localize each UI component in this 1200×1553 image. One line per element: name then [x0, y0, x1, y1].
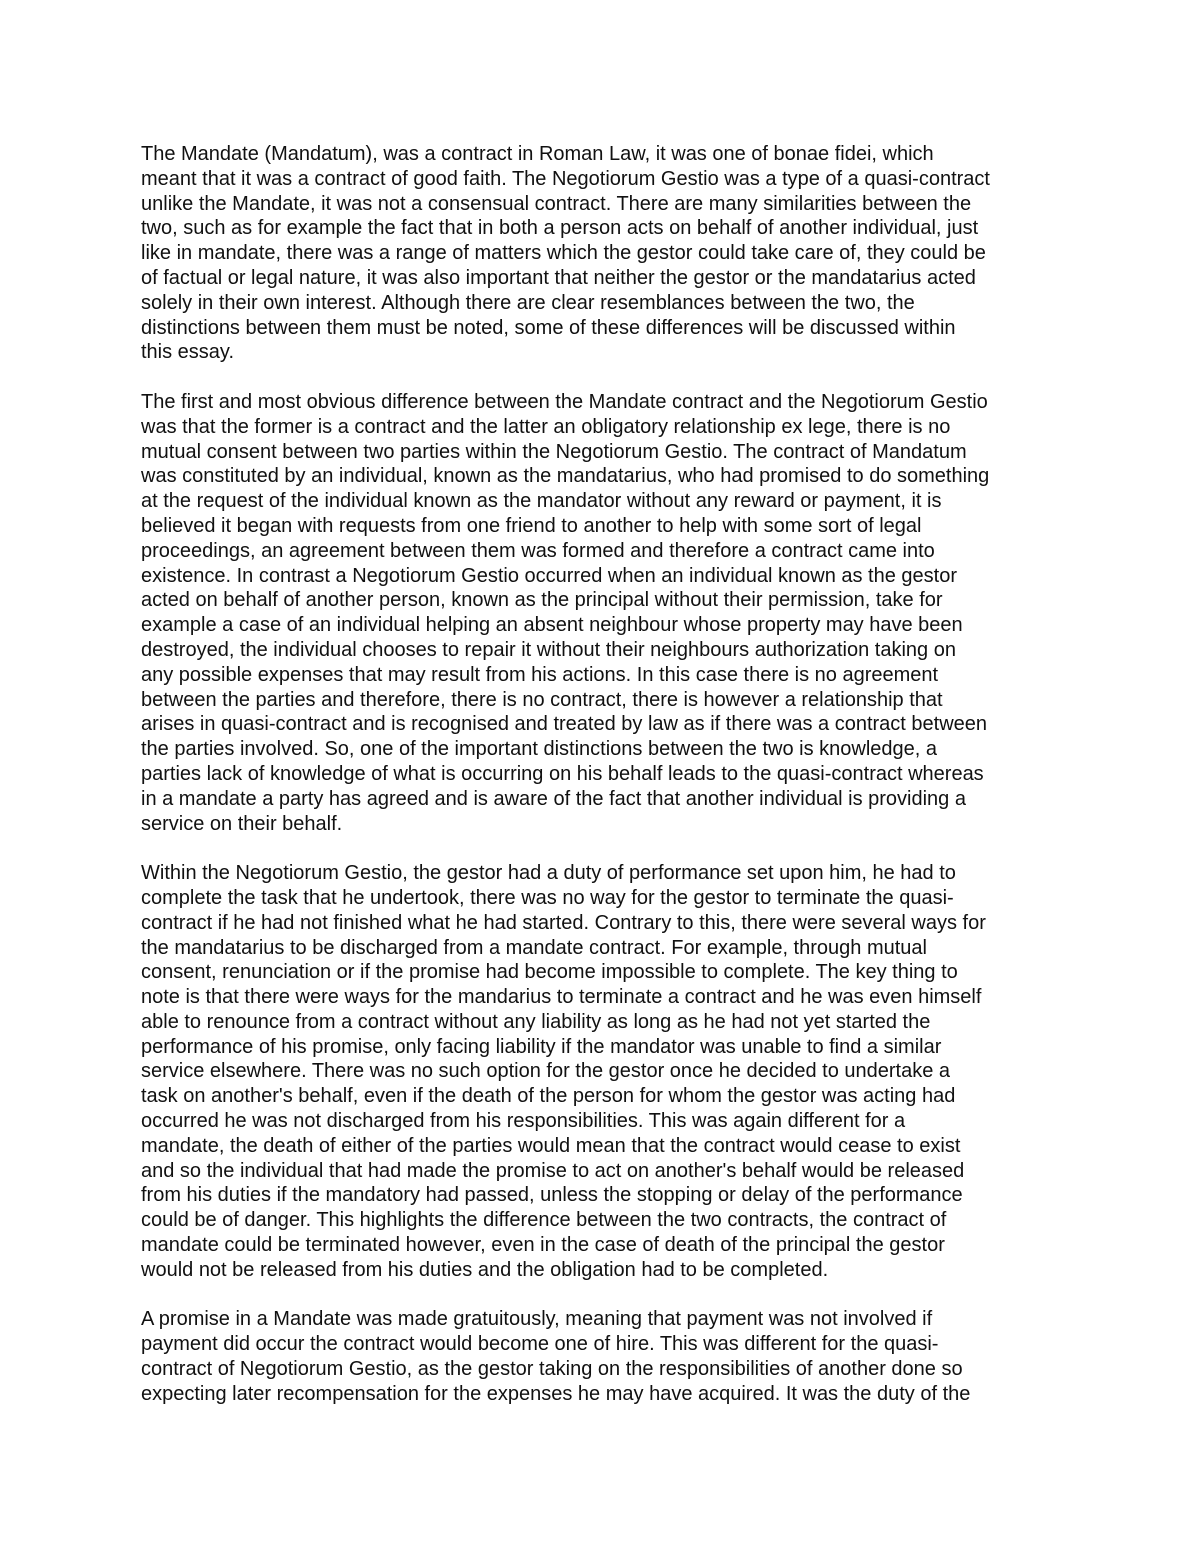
text-line: distinctions between them must be noted, some of these differences will be discussed within [141, 316, 956, 339]
text-line: between the parties and therefore, there is no contract, there is however a relationship that [141, 688, 943, 711]
text-line: solely in their own interest. Although there are clear resemblances between the two, the [141, 291, 915, 314]
text-line: occurred he was not discharged from his responsibilities. This was again different for a [141, 1110, 906, 1133]
text-line: service elsewhere. There was no such option for the gestor once he decided to undertake a [141, 1060, 951, 1083]
text-line: The Mandate (Mandatum), was a contract in Roman Law, it was one of bonae fidei, which [141, 143, 934, 165]
paragraph-4 [141, 1307, 1068, 1406]
text-line: of factual or legal nature, it was also important that neither the gestor or the mandatarius acted [141, 266, 976, 289]
text-line: from his duties if the mandatory had passed, unless the stopping or delay of the performance [141, 1184, 963, 1207]
text-line: existence. In contrast a Negotiorum Gestio occurred when an individual known as the gestor [141, 564, 957, 587]
text-line: was constituted by an individual, known as the mandatarius, who had promised to do something [141, 465, 990, 488]
text-line: service on their behalf. [141, 812, 343, 835]
paragraph-3 [141, 861, 1068, 1283]
text-line: note is that there were ways for the mandarius to terminate a contract and he was even himself [141, 986, 982, 1009]
text-line: parties lack of knowledge of what is occurring on his behalf leads to the quasi-contract whereas [141, 762, 984, 785]
text-line: acted on behalf of another person, known as the principal without their permission, take for [141, 589, 943, 612]
text-line: like in mandate, there was a range of matters which the gestor could take care of, they could be [141, 242, 986, 265]
text-line: proceedings, an agreement between them was formed and therefore a contract came into [141, 539, 935, 562]
text-line: destroyed, the individual chooses to repair it without their neighbours authorization taking on [141, 638, 956, 661]
text-line: expecting later recompensation for the expenses he may have acquired. It was the duty of the [141, 1382, 971, 1405]
paragraph-2 [141, 390, 1068, 836]
text-line: any possible expenses that may result from his actions. In this case there is no agreement [141, 663, 939, 686]
paragraph-1 [141, 142, 1068, 365]
text-line: performance of his promise, only facing liability if the mandator was unable to find a similar [141, 1035, 942, 1058]
text-line: unlike the Mandate, it was not a consensual contract. There are many similarities between the [141, 192, 972, 215]
text-line: contract of Negotiorum Gestio, as the gestor taking on the responsibilities of another done so [141, 1358, 963, 1381]
text-line: this essay. [141, 341, 234, 364]
text-line: consent, renunciation or if the promise had become impossible to complete. The key thing to [141, 961, 958, 984]
text-line: would not be released from his duties and the obligation had to be completed. [141, 1258, 829, 1281]
text-line: example a case of an individual helping an absent neighbour whose property may have been [141, 614, 963, 637]
text-line: could be of danger. This highlights the difference between the two contracts, the contract of [141, 1209, 947, 1232]
text-line: mandate, the death of either of the parties would mean that the contract would cease to exist [141, 1134, 961, 1157]
text-line: was that the former is a contract and the latter an obligatory relationship ex lege, there is no [141, 415, 951, 438]
text-line: the mandatarius to be discharged from a mandate contract. For example, through mutual [141, 936, 927, 959]
text-line: The first and most obvious difference between the Mandate contract and the Negotiorum Gestio [141, 390, 988, 413]
text-line: payment did occur the contract would become one of hire. This was different for the quasi- [141, 1333, 939, 1356]
text-line: in a mandate a party has agreed and is aware of the fact that another individual is providing a [141, 787, 966, 810]
text-line: arises in quasi-contract and is recognised and treated by law as if there was a contract between [141, 713, 988, 736]
text-line: contract if he had not finished what he had started. Contrary to this, there were several ways for [141, 911, 986, 934]
text-line: A promise in a Mandate was made gratuitously, meaning that payment was not involved if [141, 1308, 933, 1331]
text-line: mandate could be terminated however, even in the case of death of the principal the gestor [141, 1234, 945, 1257]
text-line: and so the individual that had made the promise to act on another's behalf would be released [141, 1159, 965, 1182]
text-line: the parties involved. So, one of the important distinctions between the two is knowledge, a [141, 738, 938, 761]
text-line: task on another's behalf, even if the death of the person for whom the gestor was acting had [141, 1085, 956, 1108]
text-line: Within the Negotiorum Gestio, the gestor had a duty of performance set upon him, he had to [141, 862, 956, 885]
text-line: meant that it was a contract of good faith. The Negotiorum Gestio was a type of a quasi-contract [141, 167, 990, 190]
text-line: complete the task that he undertook, there was no way for the gestor to terminate the quasi- [141, 886, 954, 909]
text-line: at the request of the individual known as the mandator without any reward or payment, it is [141, 490, 942, 513]
text-line: mutual consent between two parties within the Negotiorum Gestio. The contract of Mandatum [141, 440, 967, 463]
text-line: believed it began with requests from one friend to another to help with some sort of legal [141, 514, 922, 537]
text-line: two, such as for example the fact that in both a person acts on behalf of another individual, just [141, 217, 979, 240]
text-line: able to renounce from a contract without any liability as long as he had not yet started the [141, 1010, 931, 1033]
